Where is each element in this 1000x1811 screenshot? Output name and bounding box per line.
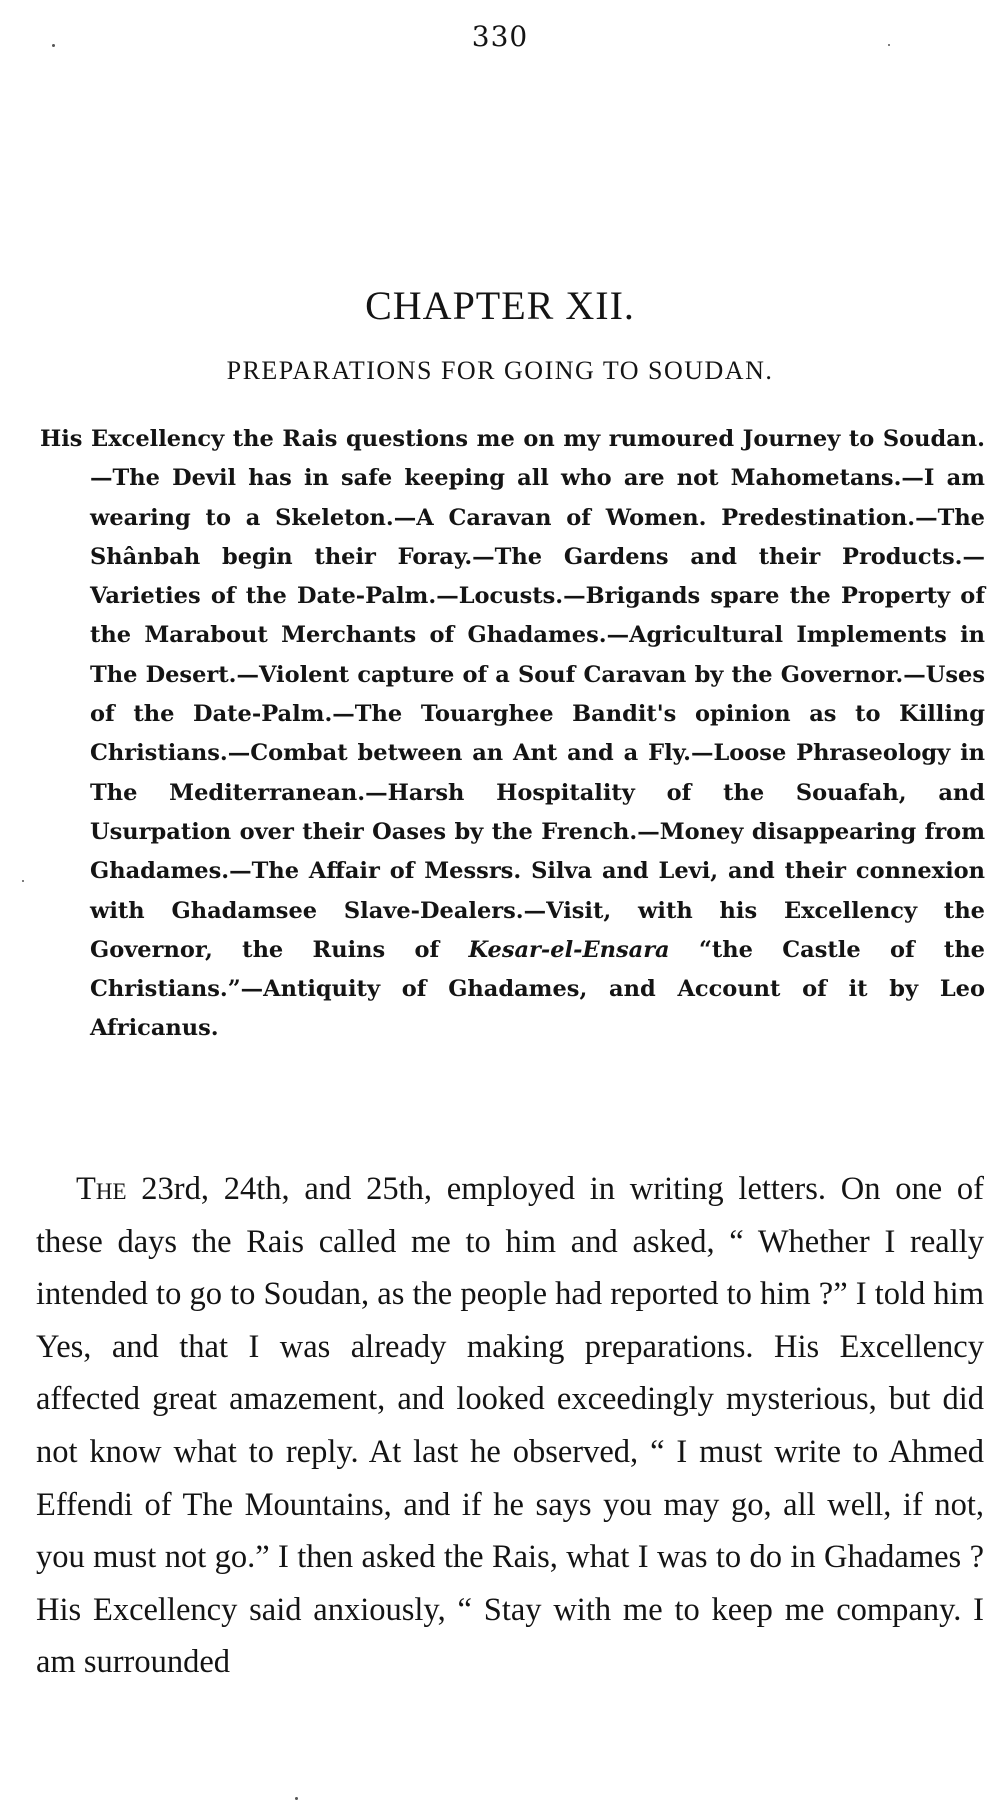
- body-paragraph: [36, 1163, 984, 1689]
- paper-speck: [295, 1797, 298, 1800]
- opening-word: The: [76, 1171, 127, 1207]
- paper-speck: [52, 44, 55, 47]
- paper-speck: [888, 44, 890, 46]
- chapter-title: PREPARATIONS FOR GOING TO SOUDAN.: [226, 356, 774, 385]
- page-number: 330: [471, 20, 529, 53]
- synopsis-italic-place-name: Kesar-el-Ensara: [468, 936, 670, 963]
- body-paragraph-text: 23rd, 24th, and 25th, employed in writing letters. On one of these days the Rais called me to him and asked, “ Whether I really intended to go to Soudan, as the people had reported to him ?” I told him Yes, and that I was already making preparations. His Excellency affected great amazement, and looked exceedingly mysterious, but did not know what to reply. At last he observed, “ I must write to Ahmed Effendi of The Mountains, and if he says you may go, all well, if not, you must not go.” I then asked the Rais, what I was to do in Ghadames ? His Excellency said anxiously, “ Stay with me to keep me company. I am surrounded: [36, 1171, 984, 1681]
- synopsis-text: His Excellency the Rais questions me on my rumoured Journey to Soudan.—The Devil has in safe keeping all who are not Mahometans.—I am wearing to a Skeleton.—A Caravan of Women. Predestination.—The Shânbah begin their Foray.—The Gardens and their Products.—Varieties of the Date-Palm.—Locusts.—Brigands spare the Property of the Marabout Merchants of Ghadames.—Agricultural Implements in The Desert.—Violent capture of a Souf Caravan by the Governor.—Uses of the Date-Palm.—The Touarghee Bandit's opinion as to Killing Christians.—Combat between an Ant and a Fly.—Loose Phraseology in The Mediterranean.—Harsh Hospitality of the Souafah, and Usurpation over their Oases by the French.—Money disappearing from Ghadames.—The Affair of Messrs. Silva and Levi, and their connexion with Ghadamsee Slave-Dealers.—Visit, with his Excellency the Governor, the Ruins of: [40, 426, 985, 963]
- paper-speck: [22, 880, 24, 882]
- synopsis-text-end: “the Castle of the Christians.”—Antiquity of Ghadames, and Account of it by Leo Africanus.: [90, 936, 985, 1042]
- chapter-heading: CHAPTER XII.: [365, 283, 635, 328]
- chapter-synopsis: [40, 420, 985, 1049]
